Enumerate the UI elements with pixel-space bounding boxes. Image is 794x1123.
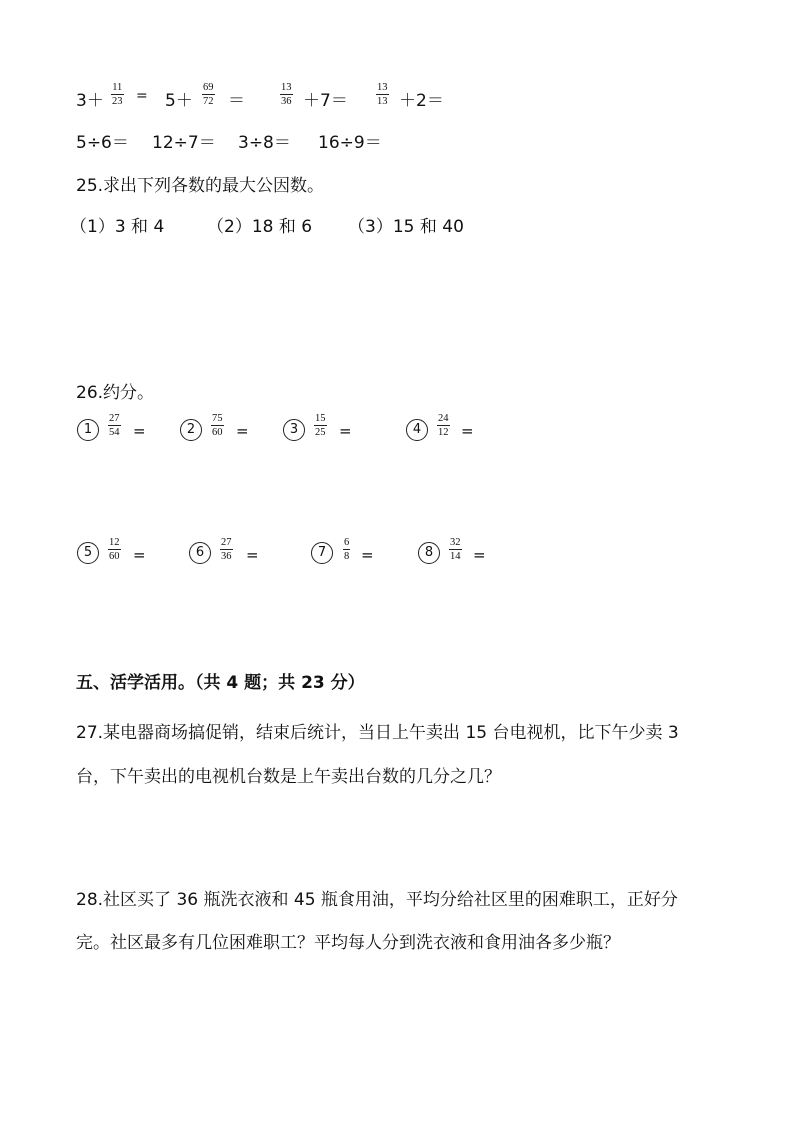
fraction: 6 8 [344,537,350,562]
equals-sign: = [133,546,146,564]
q25-item: （1）3 和 4 [70,217,165,237]
circled-number: 8 [418,542,440,564]
q25-item: （3）15 和 40 [348,217,464,237]
circled-number: 6 [189,542,211,564]
division-expr: 3÷8＝ [238,133,291,153]
division-expr: 12÷7＝ [152,133,216,153]
circled-number: 5 [77,542,99,564]
fraction: 13 13 [377,82,388,107]
fraction: 11 23 [112,82,123,107]
fraction: 75 60 [212,413,223,438]
circled-number: 2 [180,419,202,441]
question-28-line-2: 完。社区最多有几位困难职工？平均每人分到洗衣液和食用油各多少瓶？ [76,933,620,953]
fraction: 15 25 [315,413,326,438]
division-expr: 5÷6＝ [76,133,129,153]
circled-number: 1 [77,419,99,441]
circled-number: 7 [311,542,333,564]
expr-c-suffix: ＋7＝ [303,91,348,111]
question-28-line-1: 28.社区买了 36 瓶洗衣液和 45 瓶食用油，平均分给社区里的困难职工，正好分 [76,890,678,910]
equals-sign: = [461,422,474,440]
equals-sign: = [236,422,249,440]
fraction: 12 60 [109,537,120,562]
fraction: 24 12 [438,413,449,438]
circled-number: 4 [406,419,428,441]
fraction: 27 36 [221,537,232,562]
circled-number: 3 [283,419,305,441]
expr-a-prefix: 3＋ [76,91,104,111]
equals-sign: = [473,546,486,564]
fraction: 69 72 [203,82,214,107]
fraction: 32 14 [450,537,461,562]
fraction: 13 36 [281,82,292,107]
expr-b-prefix: 5＋ [165,91,193,111]
equals-sign: = [361,546,374,564]
question-27-line-2: 台，下午卖出的电视机台数是上午卖出台数的几分之几？ [76,767,501,787]
question-27-line-1: 27.某电器商场搞促销，结束后统计，当日上午卖出 15 台电视机，比下午少卖 3 [76,723,679,743]
equals-sign: = [246,546,259,564]
expr-d-suffix: ＋2＝ [399,91,444,111]
fraction: 27 54 [109,413,120,438]
question-26-title: 26.约分。 [76,383,155,403]
q25-item: （2）18 和 6 [207,217,313,237]
section-5-heading: 五、活学活用。（共 4 题；共 23 分） [76,673,365,693]
equals-sign: = [339,422,352,440]
equals-sign: = [133,422,146,440]
equals-sign: ＝ [228,91,245,111]
equals-sign: = [136,88,148,104]
division-expr: 16÷9＝ [318,133,382,153]
question-25-title: 25.求出下列各数的最大公因数。 [76,176,325,196]
